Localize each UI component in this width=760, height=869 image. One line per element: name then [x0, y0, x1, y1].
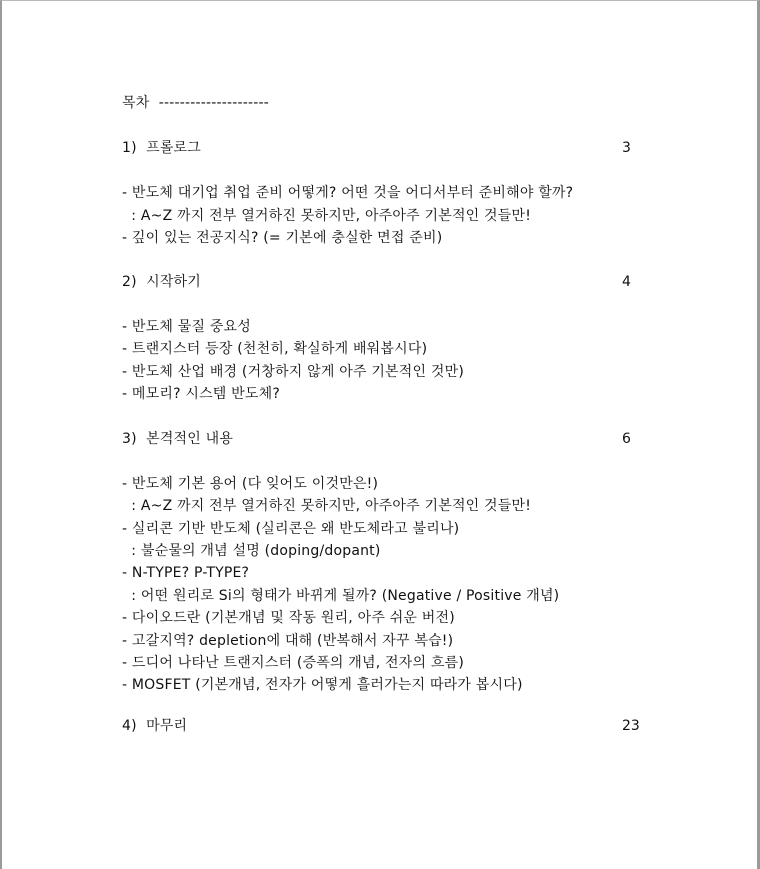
toc-heading [122, 94, 269, 112]
section-title: 프롤로그 [146, 140, 201, 156]
toc-item: : A~Z 까지 전부 열거하진 못하지만, 아주아주 기본적인 것들만! [122, 498, 532, 514]
section-number: 4) [122, 718, 137, 734]
toc-item: - 깊이 있는 전공지식? (= 기본에 충실한 면접 준비) [122, 230, 443, 246]
toc-item: - 메모리? 시스템 반도체? [122, 386, 280, 402]
toc-item: - MOSFET (기본개념, 전자가 어떻게 흘러가는지 따라가 봅시다) [122, 677, 523, 693]
toc-item: - 반도체 대기업 취업 준비 어떻게? 어떤 것을 어디서부터 준비해야 할까? [122, 185, 574, 201]
toc-section-4-page: 23 [622, 718, 640, 734]
section-number: 2) [122, 274, 137, 290]
toc-item: - N-TYPE? P-TYPE? [122, 565, 250, 581]
toc-heading-text: 목차 [122, 95, 150, 111]
toc-heading-rule: --------------------- [158, 95, 270, 111]
toc-section-4-title [122, 717, 187, 735]
section-number: 1) [122, 140, 137, 156]
toc-item: - 반도체 기본 용어 (다 잊어도 이것만은!) [122, 476, 379, 492]
toc-item: - 다이오드란 (기본개념 및 작동 원리, 아주 쉬운 버전) [122, 610, 455, 626]
toc-section-3-page: 6 [622, 431, 631, 447]
toc-item: : 어떤 원리로 Si의 형태가 바뀌게 될까? (Negative / Positive 개념) [122, 588, 560, 604]
toc-item: - 고갈지역? depletion에 대해 (반복해서 자꾸 복습!) [122, 633, 454, 649]
toc-section-1-page: 3 [622, 140, 631, 156]
section-title: 마무리 [146, 718, 188, 734]
section-number: 3) [122, 431, 137, 447]
toc-item: - 반도체 물질 중요성 [122, 319, 251, 335]
toc-item: : A~Z 까지 전부 열거하진 못하지만, 아주아주 기본적인 것들만! [122, 208, 532, 224]
toc-section-1-title [122, 139, 201, 157]
toc-item: : 불순물의 개념 설명 (doping/dopant) [122, 543, 381, 559]
toc-section-2-title [122, 273, 201, 291]
toc-item: - 드디어 나타난 트랜지스터 (증폭의 개념, 전자의 흐름) [122, 655, 464, 671]
toc-item: - 실리콘 기반 반도체 (실리콘은 왜 반도체라고 불리나) [122, 521, 460, 537]
toc-item: - 트랜지스터 등장 (천천히, 확실하게 배워봅시다) [122, 341, 428, 357]
section-title: 본격적인 내용 [146, 431, 234, 447]
toc-section-2-page: 4 [622, 274, 631, 290]
toc-section-3-title [122, 430, 233, 448]
toc-item: - 반도체 산업 배경 (거창하지 않게 아주 기본적인 것만) [122, 364, 464, 380]
section-title: 시작하기 [146, 274, 201, 290]
